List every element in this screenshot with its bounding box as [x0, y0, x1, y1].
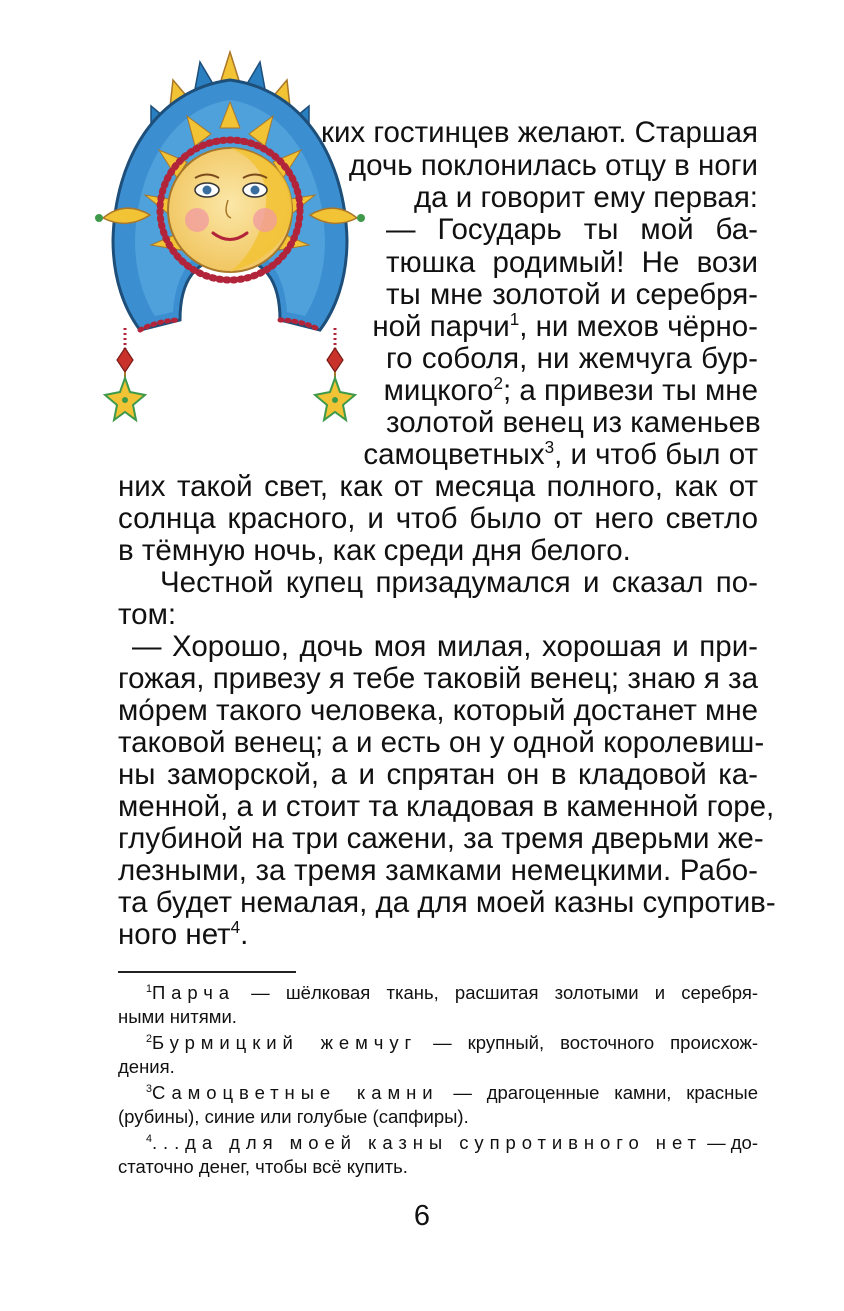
- footnote-3-cont: (рубины), синие или голубые (сапфиры).: [118, 1106, 469, 1127]
- footnote-separator: [118, 971, 296, 973]
- text-line-25: та будет немалая, да для моей казны супротив-: [118, 886, 776, 919]
- text-line-8: го соболя, ни жемчуга бур-: [386, 342, 758, 375]
- text-line-9: мицкого$^2$; а привези ты мне: [383, 374, 758, 407]
- sun-face: [168, 148, 292, 272]
- text-line-2: дочь поклонилась отцу в ноги: [348, 149, 758, 182]
- left-pendant: [105, 328, 145, 420]
- footnote-4: $^4$...да для моей казны супротивного нет — до-: [146, 1132, 758, 1153]
- footnote-2: $^2$Бурмицкий жемчуг — крупный, восточного происхож-: [146, 1032, 758, 1053]
- text-line-26: ного нет$^4$.: [118, 918, 249, 951]
- text-line-4: — Государь ты мой ба-: [386, 213, 758, 246]
- text-line-13: солнца красного, и чтоб было от него светло: [118, 502, 758, 535]
- text-line-23: глубиной на три сажени, за тремя дверьми же-: [118, 822, 764, 855]
- text-line-1: ких гостинцев желают. Старшая: [321, 116, 758, 149]
- footnote-1-cont: ными нитями.: [118, 1006, 237, 1027]
- footnote-1: $^1$Парча — шёлковая ткань, расшитая золотыми и серебря-: [146, 982, 758, 1003]
- text-line-18: гожая, привезу я тебе таковій венец; знаю я за: [118, 662, 758, 695]
- footnote-3: $^3$Самоцветные камни — драгоценные камни, красные: [146, 1082, 758, 1103]
- footnote-4-cont: статочно денег, чтобы всё купить.: [118, 1156, 408, 1177]
- text-line-22: менной, а и стоит та кладовая в каменной горе,: [118, 790, 775, 823]
- right-pendant: [315, 328, 355, 420]
- page-number: 6: [413, 1200, 431, 1232]
- text-line-7: ной парчи$^1$, ни мехов чёрно-: [372, 310, 758, 343]
- text-line-5: тюшка родимый! Не вози: [386, 246, 758, 279]
- text-line-21: ны заморской, а и спрятан он в кладовой ка-: [118, 758, 758, 791]
- footnote-ref-4[interactable]: 4: [230, 918, 241, 938]
- text-line-12: них такой свет, как от месяца полного, как от: [118, 470, 758, 503]
- text-line-16: том:: [118, 598, 177, 631]
- text-line-3: да и говорит ему первая:: [413, 181, 758, 214]
- footnote-ref-3[interactable]: 3: [544, 438, 555, 458]
- text-line-15: Честной купец призадумался и сказал по-: [160, 566, 758, 599]
- footnote-ref-2[interactable]: 2: [493, 374, 503, 394]
- footnote-2-cont: дения.: [118, 1056, 175, 1077]
- text-line-20: таковой венец; а и есть он у одной королевиш-: [118, 726, 765, 759]
- text-line-19: мо́рем такого человека, который достанет мне: [118, 694, 759, 727]
- text-line-24: лезными, за тремя замками немецкими. Рабо-: [118, 854, 758, 887]
- text-line-6: ты мне золотой и серебря-: [386, 278, 758, 311]
- footnote-ref-1[interactable]: 1: [509, 310, 520, 330]
- text-line-11: самоцветных$^3$, и чтоб был от: [363, 438, 758, 471]
- text-line-14: в тёмную ночь, как среди дня белого.: [118, 534, 631, 567]
- text-line-17: — Хорошо, дочь моя милая, хорошая и при-: [132, 630, 758, 663]
- kokoshnik-sun-illustration: [95, 50, 365, 440]
- text-line-10: золотой венец из каменьев: [386, 406, 761, 439]
